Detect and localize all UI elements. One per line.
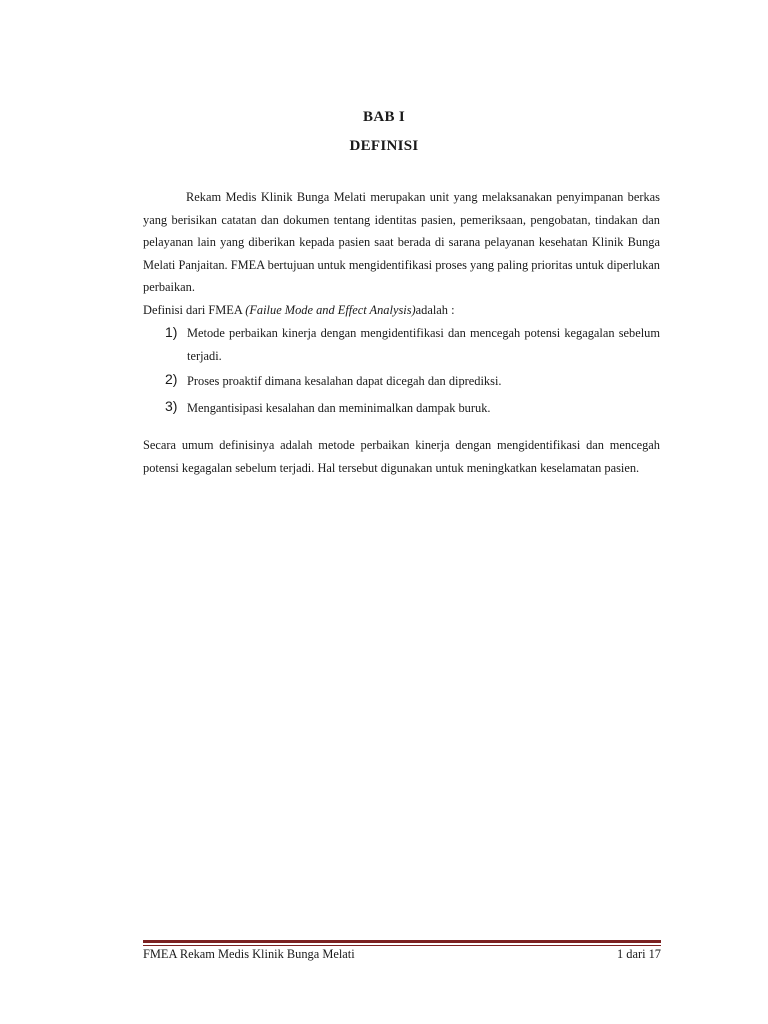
definition-prefix: Definisi dari FMEA [143,303,246,317]
list-text: Proses proaktif dimana kesalahan dapat dicegah dan diprediksi. [187,374,502,388]
footer-document-title: FMEA Rekam Medis Klinik Bunga Melati [143,947,355,961]
list-number: 2) [165,371,178,387]
chapter-heading: BAB I [363,109,405,125]
footer-rule-thin [143,945,661,946]
footer-rule-thick [143,940,661,943]
list-text: Metode perbaikan kinerja dengan mengidentifikasi dan mencegah potensi kegagalan sebelum terjadi. [187,326,660,363]
list-text: Mengantisipasi kesalahan dan meminimalkan dampak buruk. [187,401,491,415]
summary-paragraph: Secara umum definisinya adalah metode perbaikan kinerja dengan mengidentifikasi dan mencegah potensi kegagalan sebelum terjadi. Hal tersebut digunakan untuk meningkatkan keselamatan pasien. [143,438,660,475]
footer-page-number: 1 dari 17 [616,947,661,961]
list-number: 3) [165,398,178,414]
definition-line [143,299,660,322]
definition-suffix: adalah : [415,303,455,317]
chapter-title: DEFINISI [349,138,419,154]
intro-paragraph: Rekam Medis Klinik Bunga Melati merupakan unit yang melaksanakan penyimpanan berkas yang berisikan catatan dan dokumen tentang identitas pasien, pemeriksaan, pengobatan, tindakan dan pelayanan lain yang diberikan kepada pasien saat berada di sarana pelayanan kesehatan Klinik Bunga Melati Panjaitan. FMEA bertujuan untuk mengidentifikasi proses yang paling prioritas untuk diperlukan perbaikan. [143,190,660,294]
definition-italic-term: (Failue Mode and Effect Analysis) [245,303,416,317]
list-number: 1) [165,324,178,340]
